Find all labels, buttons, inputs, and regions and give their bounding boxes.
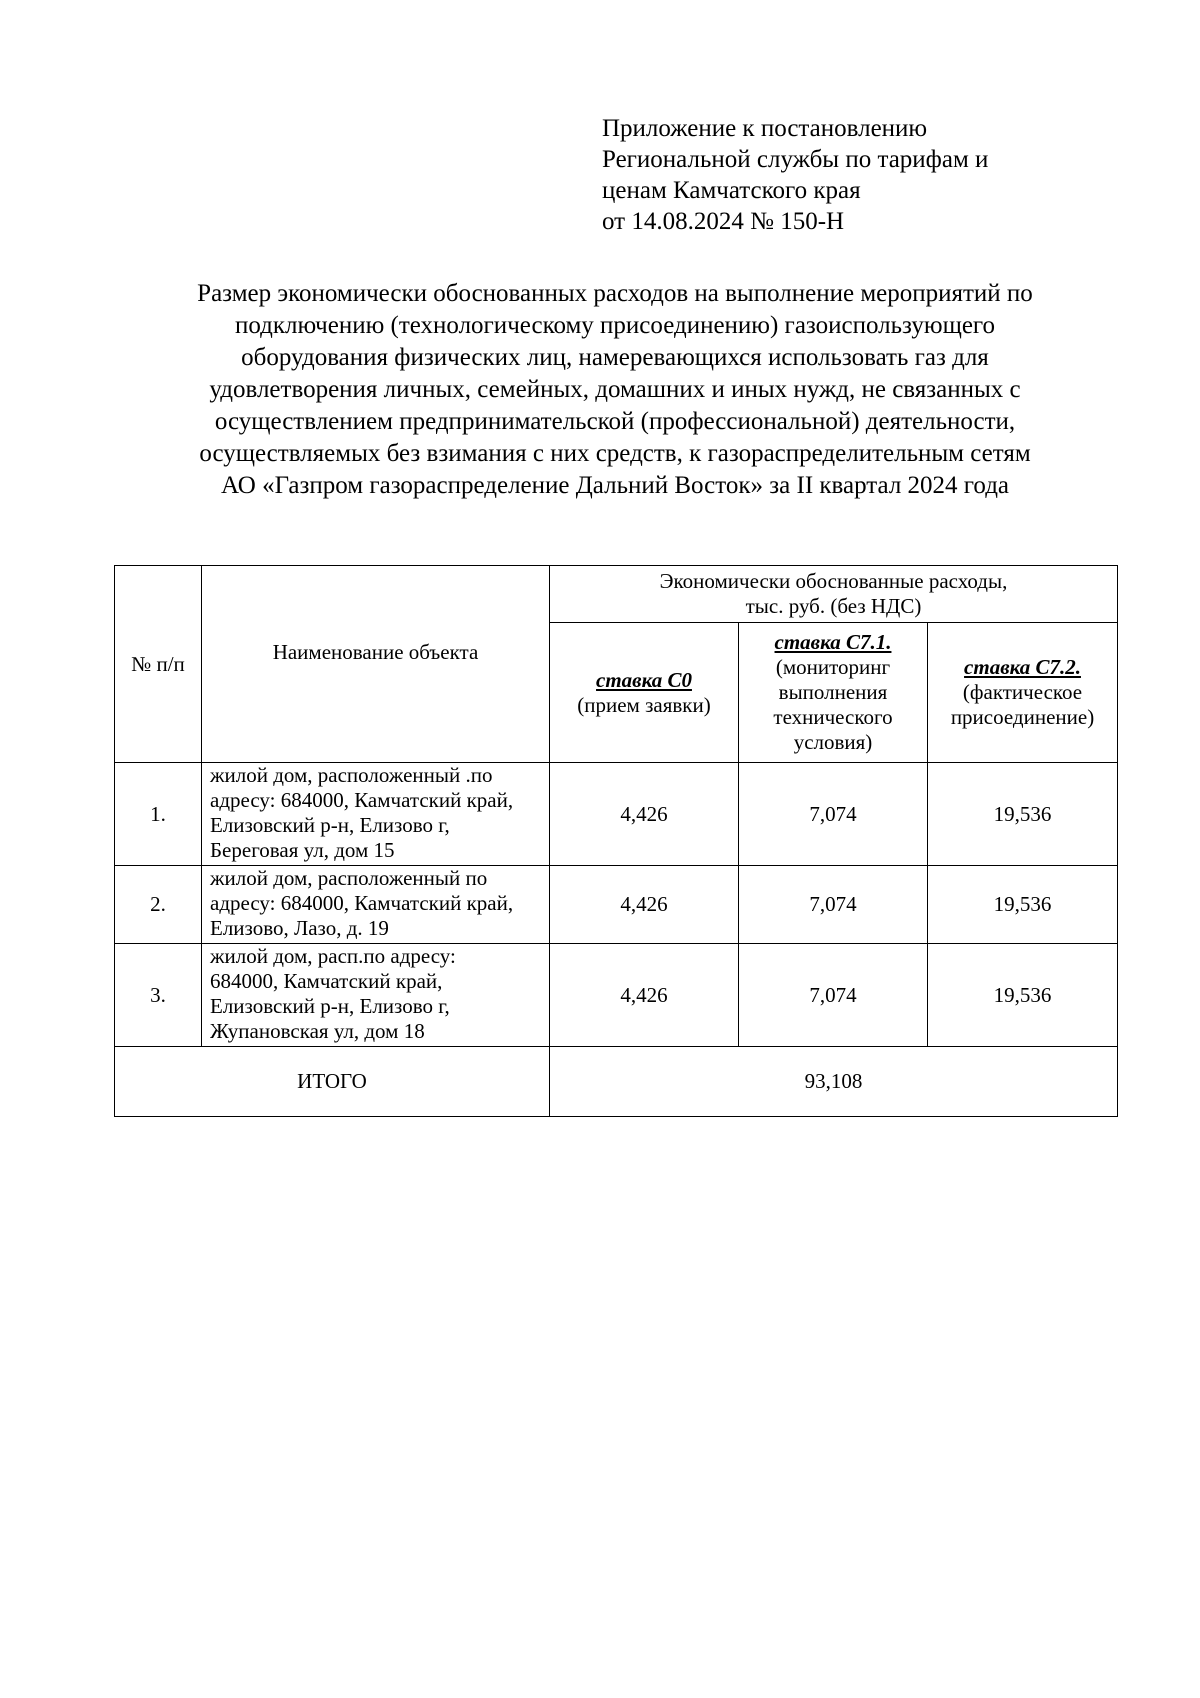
row-c0-value: 4,426 [550, 866, 739, 944]
rate-c71-label: ставка С7.1. [774, 630, 892, 654]
object-name-line: Елизовский р-н, Елизово г, [210, 813, 450, 837]
appendix-line: ценам Камчатского края [602, 177, 861, 204]
object-name-line: 684000, Камчатский край, [210, 969, 443, 993]
title-line: АО «Газпром газораспределение Дальний Восток» за II квартал 2024 года [220, 472, 1010, 499]
header-costs-group [550, 566, 1118, 623]
header-rate-c71 [739, 623, 928, 763]
rate-c71-desc: выполнения [778, 680, 888, 704]
object-name-line: Елизовский р-н, Елизово г, [210, 994, 450, 1018]
object-name-line: Жупановская ул, дом 18 [210, 1019, 425, 1043]
row-c71-value: 7,074 [739, 866, 928, 944]
appendix-line: Приложение к постановлению [602, 115, 928, 142]
object-name-line: Елизово, Лазо, д. 19 [210, 916, 389, 940]
title-line: оборудования физических лиц, намеревающихся использовать газ для [241, 344, 989, 371]
header-object-name: Наименование объекта [202, 566, 550, 763]
rate-c71-desc: технического [773, 705, 893, 729]
rate-c71-desc: (мониторинг [775, 655, 891, 679]
rate-c71-desc: условия) [793, 730, 873, 754]
object-name-line: Береговая ул, дом 15 [210, 838, 395, 862]
appendix-line: от 14.08.2024 № 150-Н [602, 208, 845, 235]
header-row [115, 566, 1118, 623]
object-name-line: адресу: 684000, Камчатский край, [210, 788, 514, 812]
row-c0-value: 4,426 [550, 763, 739, 866]
row-c71-value: 7,074 [739, 944, 928, 1047]
rate-c0-desc: (прием заявки) [577, 692, 711, 717]
costs-group-line1: Экономически обоснованные расходы, [659, 569, 1008, 593]
title-line: осуществляемых без взимания с них средств, к газораспределительным сетям [199, 440, 1031, 467]
row-object-name [202, 944, 550, 1047]
row-c72-value: 19,536 [928, 866, 1118, 944]
row-c72-value: 19,536 [928, 763, 1118, 866]
rate-c72-label: ставка С7.2. [964, 655, 1081, 679]
title-line: Размер экономически обоснованных расходов на выполнение мероприятий по [197, 280, 1033, 307]
row-object-name [202, 763, 550, 866]
rate-c0-label: ставка С0 [596, 667, 692, 692]
row-c72-value: 19,536 [928, 944, 1118, 1047]
row-number: 2. [115, 866, 202, 944]
row-c71-value: 7,074 [739, 763, 928, 866]
row-number: 3. [115, 944, 202, 1047]
rate-c72-desc: присоединение) [950, 705, 1095, 729]
appendix-note [602, 113, 1162, 237]
title-line: удовлетворения личных, семейных, домашних и иных нужд, не связанных с [209, 376, 1021, 403]
header-number: № п/п [115, 566, 202, 763]
total-value: 93,108 [550, 1047, 1118, 1117]
appendix-line: Региональной службы по тарифам и [602, 146, 989, 173]
row-c0-value: 4,426 [550, 944, 739, 1047]
header-rate-c0 [550, 623, 739, 763]
total-label: ИТОГО [115, 1047, 550, 1117]
header-rate-c72 [928, 623, 1118, 763]
row-object-name [202, 866, 550, 944]
object-name-line: жилой дом, расположенный .по [210, 763, 493, 787]
table-row [115, 944, 1118, 1047]
title-line: подключению (технологическому присоединению) газоиспользующего [234, 312, 996, 339]
title-line: осуществлением предпринимательской (профессиональной) деятельности, [214, 408, 1016, 435]
object-name-line: адресу: 684000, Камчатский край, [210, 891, 514, 915]
row-number: 1. [115, 763, 202, 866]
costs-group-line2: тыс. руб. (без НДС) [745, 594, 922, 618]
object-name-line: жилой дом, расп.по адресу: [210, 944, 456, 968]
costs-table [114, 565, 1118, 1117]
table-row [115, 866, 1118, 944]
total-row [115, 1047, 1118, 1117]
document-title [110, 278, 1120, 502]
table-row [115, 763, 1118, 866]
rate-c72-desc: (фактическое [962, 680, 1083, 704]
object-name-line: жилой дом, расположенный по [210, 866, 488, 890]
